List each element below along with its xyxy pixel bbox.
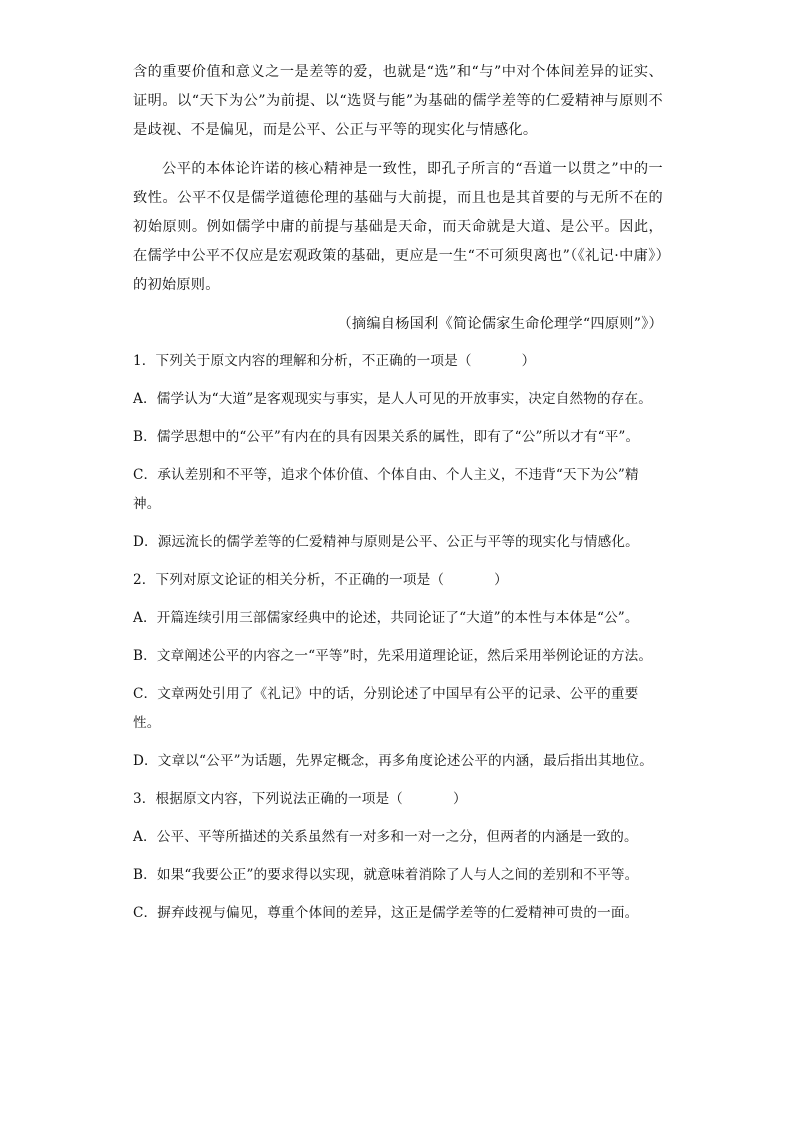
question-3-stem: 3．根据原文内容，下列说法正确的一项是（ ） (133, 791, 467, 807)
question-3-option-a: A．公平、平等所描述的关系虽然有一对多和一对一之分，但两者的内涵是一致的。 (133, 829, 638, 845)
question-3-option-c: C．摒弃歧视与偏见，尊重个体间的差异，这正是儒学差等的仁爱精神可贵的一面。 (133, 905, 639, 921)
question-2-option-b: B．文章阐述公平的内容之一“平等”时，先采用道理论证，然后采用举例论证的方法。 (133, 648, 653, 664)
question-2-option-d: D．文章以“公平”为话题，先界定概念，再多角度论述公平的内涵，最后指出其地位。 (133, 753, 654, 769)
passage-paragraph-2: 公平的本体论许诺的核心精神是一致性，即孔子所言的“吾道一以贯之”中的一致性。公平不仅是儒学道德伦理的基础与大前提，而且也是其首要的与无所不在的初始原则。例如儒学中庸的前提与基础是天命，而天命就是大道、是公平。因此，在儒学中公平不仅应是宏观政策的基础，更应是一生“不可须臾离也”（《礼记·中庸》）的初始原则。 (133, 161, 663, 293)
question-1-option-b: B．儒学思想中的“公平”有内在的具有因果关系的属性，即有了“公”所以才有“平”。 (133, 429, 640, 445)
question-1-stem: 1．下列关于原文内容的理解和分析，不正确的一项是（ ） (133, 353, 536, 369)
question-1-option-a: A．儒学认为“大道”是客观现实与事实，是人人可见的开放事实，决定自然物的存在。 (133, 391, 652, 407)
question-2-stem: 2．下列对原文论证的相关分析，不正确的一项是（ ） (133, 572, 508, 588)
question-3-option-b: B．如果“我要公正”的要求得以实现，就意味着消除了人与人之间的差别和不平等。 (133, 867, 639, 883)
document-page (133, 58, 663, 937)
passage-paragraph-1: 含的重要价值和意义之一是差等的爱，也就是“选”和“与”中对个体间差异的证实、证明。以“天下为公”为前提、以“选贤与能”为基础的儒学差等的仁爱精神与原则不是歧视、不是偏见，而是公平、公正与平等的现实化与情感化。 (133, 64, 663, 138)
passage-source-citation: （摘编自杨国利《简论儒家生命伦理学“四原则”》） (337, 316, 663, 332)
question-1-option-d: D．源远流长的儒学差等的仁爱精神与原则是公平、公正与平等的现实化与情感化。 (133, 534, 639, 550)
question-2-option-a: A．开篇连续引用三部儒家经典中的论述，共同论证了“大道”的本性与本体是“公”。 (133, 610, 639, 626)
question-1-option-c: C．承认差别和不平等，追求个体价值、个体自由、个人主义，不违背“天下为公”精神。 (133, 467, 639, 512)
question-2-option-c: C．文章两处引用了《礼记》中的话，分别论述了中国早有公平的记录、公平的重要性。 (133, 686, 639, 731)
